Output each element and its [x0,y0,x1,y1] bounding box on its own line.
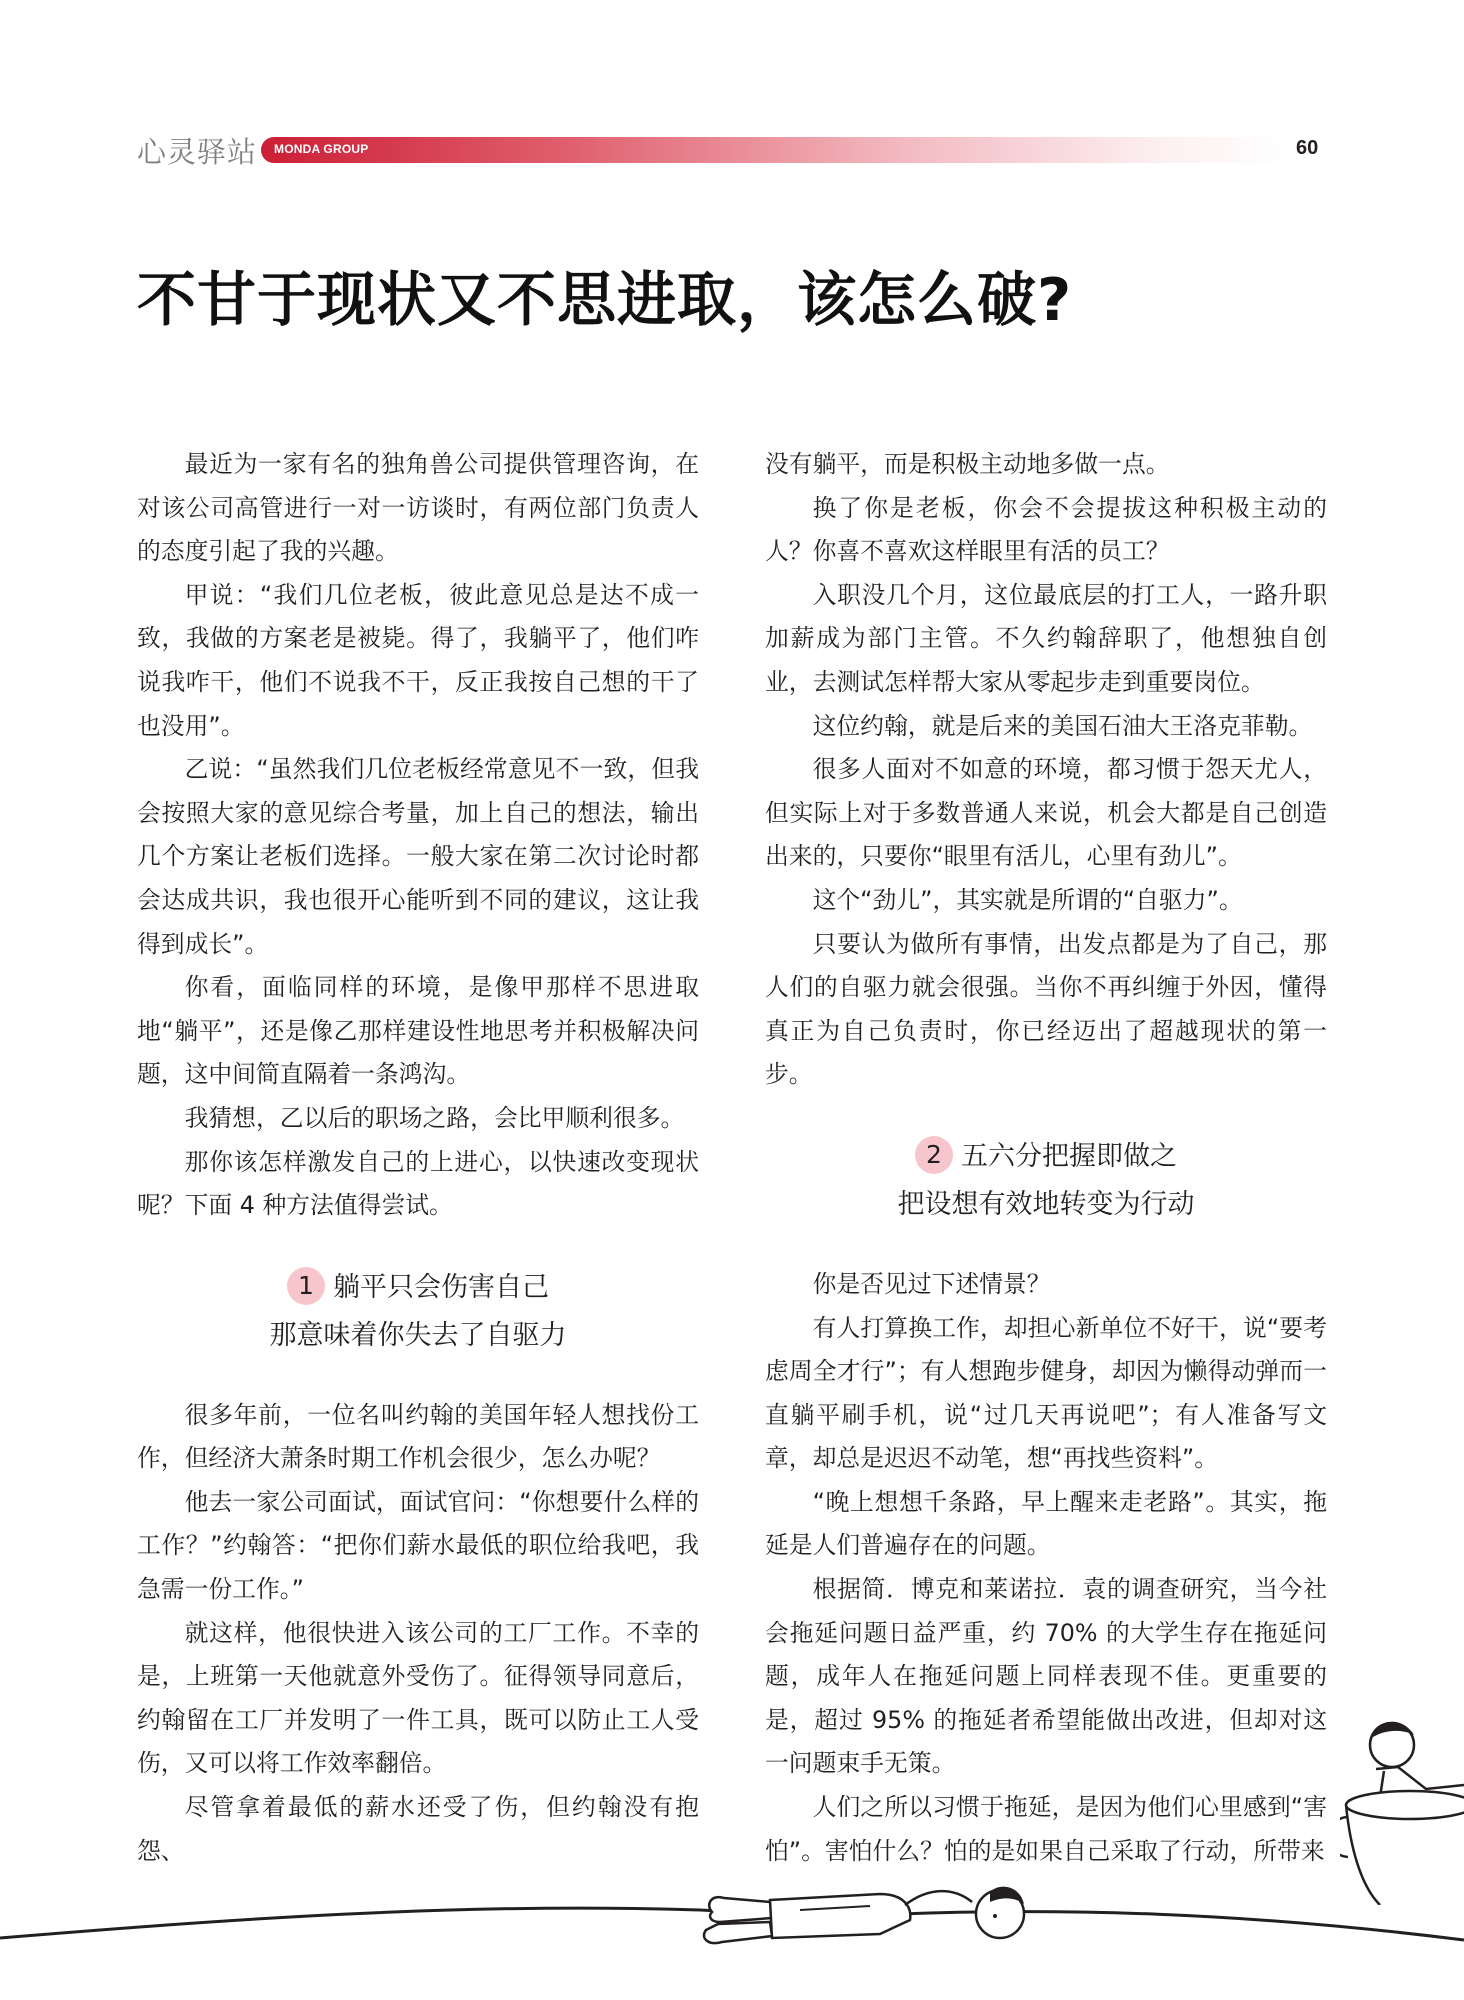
paragraph: “晚上想想千条路，早上醒来走老路”。其实，拖延是人们普遍存在的问题。 [765,1487,1327,1560]
header-gradient-bar [261,137,1291,163]
paragraph: 很多年前，一位名叫约翰的美国年轻人想找份工作，但经济大萧条时期工作机会很少，怎么办呢？ [137,1400,699,1473]
brand-label: MONDA GROUP [274,142,369,156]
right-column [765,443,1327,1873]
paragraph: 有人打算换工作，却担心新单位不好干，说“要考虑周全才行”；有人想跑步健身，却因为懒得动弹而一直躺平刷手机，说“过几天再说吧”；有人准备写文章，却总是迟迟不动笔，想“再找些资料”。 [765,1313,1327,1473]
section-heading-line1: 五六分把握即做之 [961,1140,1177,1172]
section-number-badge: 2 [915,1136,953,1174]
paragraph: 乙说：“虽然我们几位老板经常意见不一致，但我会按照大家的意见综合考量，加上自己的想法，输出几个方案让老板们选择。一般大家在第二次讨论时都会达成共识，我也很开心能听到不同的建议，这让我得到成长”。 [137,755,699,958]
section-name: 心灵驿站 [137,135,258,169]
paragraph: 他去一家公司面试，面试官问：“你想要什么样的工作？”约翰答：“把你们薪水最低的职位给我吧，我急需一份工作。” [137,1487,699,1604]
paragraph: 尽管拿着最低的薪水还受了伤，但约翰没有抱怨、 [137,1793,699,1865]
page-number: 60 [1296,137,1319,159]
paragraph: 甲说：“我们几位老板，彼此意见总是达不成一致，我做的方案老是被毙。得了，我躺平了，他们咋说我咋干，他们不说我不干，反正我按自己想的干了也没用”。 [137,580,699,740]
section-heading-1 [137,1264,699,1360]
section-heading-line1: 躺平只会伤害自己 [333,1271,549,1303]
paragraph: 这位约翰，就是后来的美国石油大王洛克菲勒。 [812,711,1313,740]
paragraph: 入职没几个月，这位最底层的打工人，一路升职加薪成为部门主管。不久约翰辞职了，他想独自创业，去测试怎样帮大家从零起步走到重要岗位。 [765,580,1327,696]
person-in-cup-icon [1340,1705,1464,1905]
section-heading-line2: 把设想有效地转变为行动 [897,1188,1195,1220]
article-title: 不甘于现状又不思进取，该怎么破? [137,265,1073,334]
paragraph: 根据简．博克和莱诺拉．袁的调查研究，当今社会拖延问题日益严重，约 70% 的大学生存在拖延问题，成年人在拖延问题上同样表现不佳。更重要的是，超过 95% 的拖延者希望能做出改进，但却对这一问题束手无策。 [765,1575,1327,1778]
section-heading-2 [765,1133,1327,1229]
paragraph: 你是否见过下述情景？ [812,1269,1051,1298]
paragraph-continuation: 没有躺平，而是积极主动地多做一点。 [765,450,1170,478]
paragraph: 换了你是老板，你会不会提拔这种积极主动的人？你喜不喜欢这样眼里有活的员工？ [765,493,1327,566]
paragraph: 这个“劲儿”，其实就是所谓的“自驱力”。 [812,885,1243,914]
section-heading-line2: 那意味着你失去了自驱力 [269,1319,567,1351]
paragraph: 你看，面临同样的环境，是像甲那样不思进取地“躺平”，还是像乙那样建设性地思考并积极解决问题，这中间简直隔着一条鸿沟。 [137,973,699,1089]
section-number-badge: 1 [287,1267,325,1305]
paragraph: 只要认为做所有事情，出发点都是为了自己，那人们的自驱力就会很强。当你不再纠缠于外因，懂得真正为自己负责时，你已经迈出了超越现状的第一步。 [765,929,1327,1089]
paragraph: 最近为一家有名的独角兽公司提供管理咨询，在对该公司高管进行一对一访谈时，有两位部门负责人的态度引起了我的兴趣。 [137,450,699,566]
page-header [0,126,1464,176]
paragraph: 就这样，他很快进入该公司的工厂工作。不幸的是，上班第一天他就意外受伤了。征得领导同意后，约翰留在工厂并发明了一件工具，既可以防止工人受伤，又可以将工作效率翻倍。 [137,1618,699,1778]
left-column [137,443,699,1873]
person-lying-flat-icon [0,1810,1464,2000]
paragraph: 我猜想，乙以后的职场之路，会比甲顺利很多。 [184,1103,685,1132]
paragraph: 人们之所以习惯于拖延，是因为他们心里感到“害怕”。害怕什么？怕的是如果自己采取了行动，所带来 [765,1793,1327,1865]
paragraph: 那你该怎样激发自己的上进心，以快速改变现状呢？下面 4 种方法值得尝试。 [137,1147,699,1220]
paragraph: 很多人面对不如意的环境，都习惯于怨天尤人，但实际上对于多数普通人来说，机会大都是自己创造出来的，只要你“眼里有活儿，心里有劲儿”。 [765,755,1327,871]
